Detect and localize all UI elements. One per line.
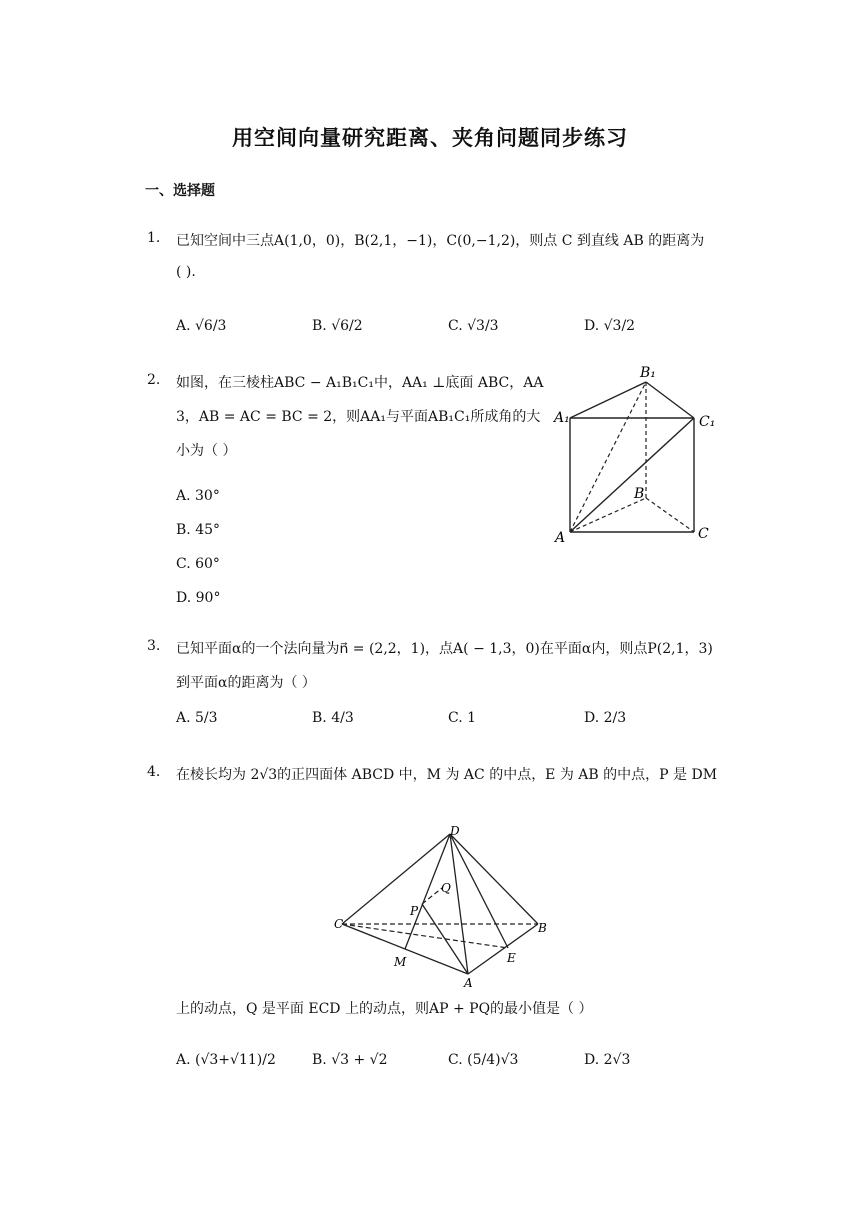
label-c: C [698, 526, 709, 542]
question-4-number: 4. [147, 764, 161, 780]
question-3-option-c: C. 1 [448, 710, 477, 726]
question-2-number: 2. [147, 372, 161, 388]
question-4-text-line1: 在棱长均为 2√3的正四面体 ABCD 中，M 为 AC 的中点，E 为 AB 的中点，P 是 DM [176, 767, 718, 783]
question-2-option-b: B. 45° [176, 522, 221, 538]
label-b: B [634, 486, 645, 502]
label-q: Q [441, 881, 451, 895]
question-4-option-b: B. √3 + √2 [312, 1052, 388, 1068]
question-1-option-b: B. √6/2 [312, 318, 363, 334]
question-2-option-c: C. 60° [176, 556, 220, 572]
question-3-option-d: D. 2/3 [584, 710, 627, 726]
label-c: C [334, 917, 344, 931]
label-b1: B₁ [640, 365, 656, 381]
question-2-text-line3: 小为（ ） [176, 443, 237, 459]
label-c1: C₁ [699, 414, 716, 430]
question-1-number: 1. [147, 230, 161, 246]
question-4-option-a: A. (√3+√11)/2 [176, 1052, 276, 1068]
page-title: 用空间向量研究距离、夹角问题同步练习 [232, 126, 628, 150]
question-3-text-line1: 已知平面α的一个法向量为n⃗ = (2,2，1)，点A( − 1,3，0)在平面α内，则点P(2,1，3) [176, 641, 713, 657]
tetrahedron-figure [330, 820, 560, 990]
section-heading: 一、选择题 [145, 183, 215, 199]
question-3-text-line2: 到平面α的距离为（ ） [176, 675, 316, 691]
question-3-number: 3. [147, 638, 161, 654]
question-4-text-line2: 上的动点，Q 是平面 ECD 上的动点，则AP + PQ的最小值是（ ） [176, 1001, 593, 1017]
label-d: D [450, 824, 460, 838]
label-a: A [464, 976, 473, 990]
question-2-option-d: D. 90° [176, 590, 221, 606]
question-1-option-c: C. √3/3 [448, 318, 499, 334]
question-4-option-d: D. 2√3 [584, 1052, 631, 1068]
question-1-text-line1: 已知空间中三点A(1,0，0)，B(2,1，−1)，C(0,−1,2)，则点 C 到直线 AB 的距离为 [176, 233, 705, 249]
label-a1: A₁ [554, 410, 570, 426]
question-1-option-d: D. √3/2 [584, 318, 636, 334]
label-m: M [394, 955, 407, 969]
label-a: A [555, 530, 566, 546]
question-2-text-line1: 如图，在三棱柱ABC − A₁B₁C₁中，AA₁ ⊥底面 ABC，AA [176, 375, 544, 391]
question-2-option-a: A. 30° [176, 488, 220, 504]
question-3-option-b: B. 4/3 [312, 710, 354, 726]
question-1-text-line2: ( ). [176, 264, 196, 280]
question-1-option-a: A. √6/3 [176, 318, 227, 334]
label-e: E [507, 951, 516, 965]
label-b: B [538, 921, 547, 935]
question-4-option-c: C. (5/4)√3 [448, 1052, 519, 1068]
question-3-option-a: A. 5/3 [176, 710, 218, 726]
label-p: P [410, 904, 419, 918]
prism-figure [550, 360, 730, 550]
question-2-text-line2: 3，AB = AC = BC = 2，则AA₁与平面AB₁C₁所成角的大 [176, 409, 541, 425]
